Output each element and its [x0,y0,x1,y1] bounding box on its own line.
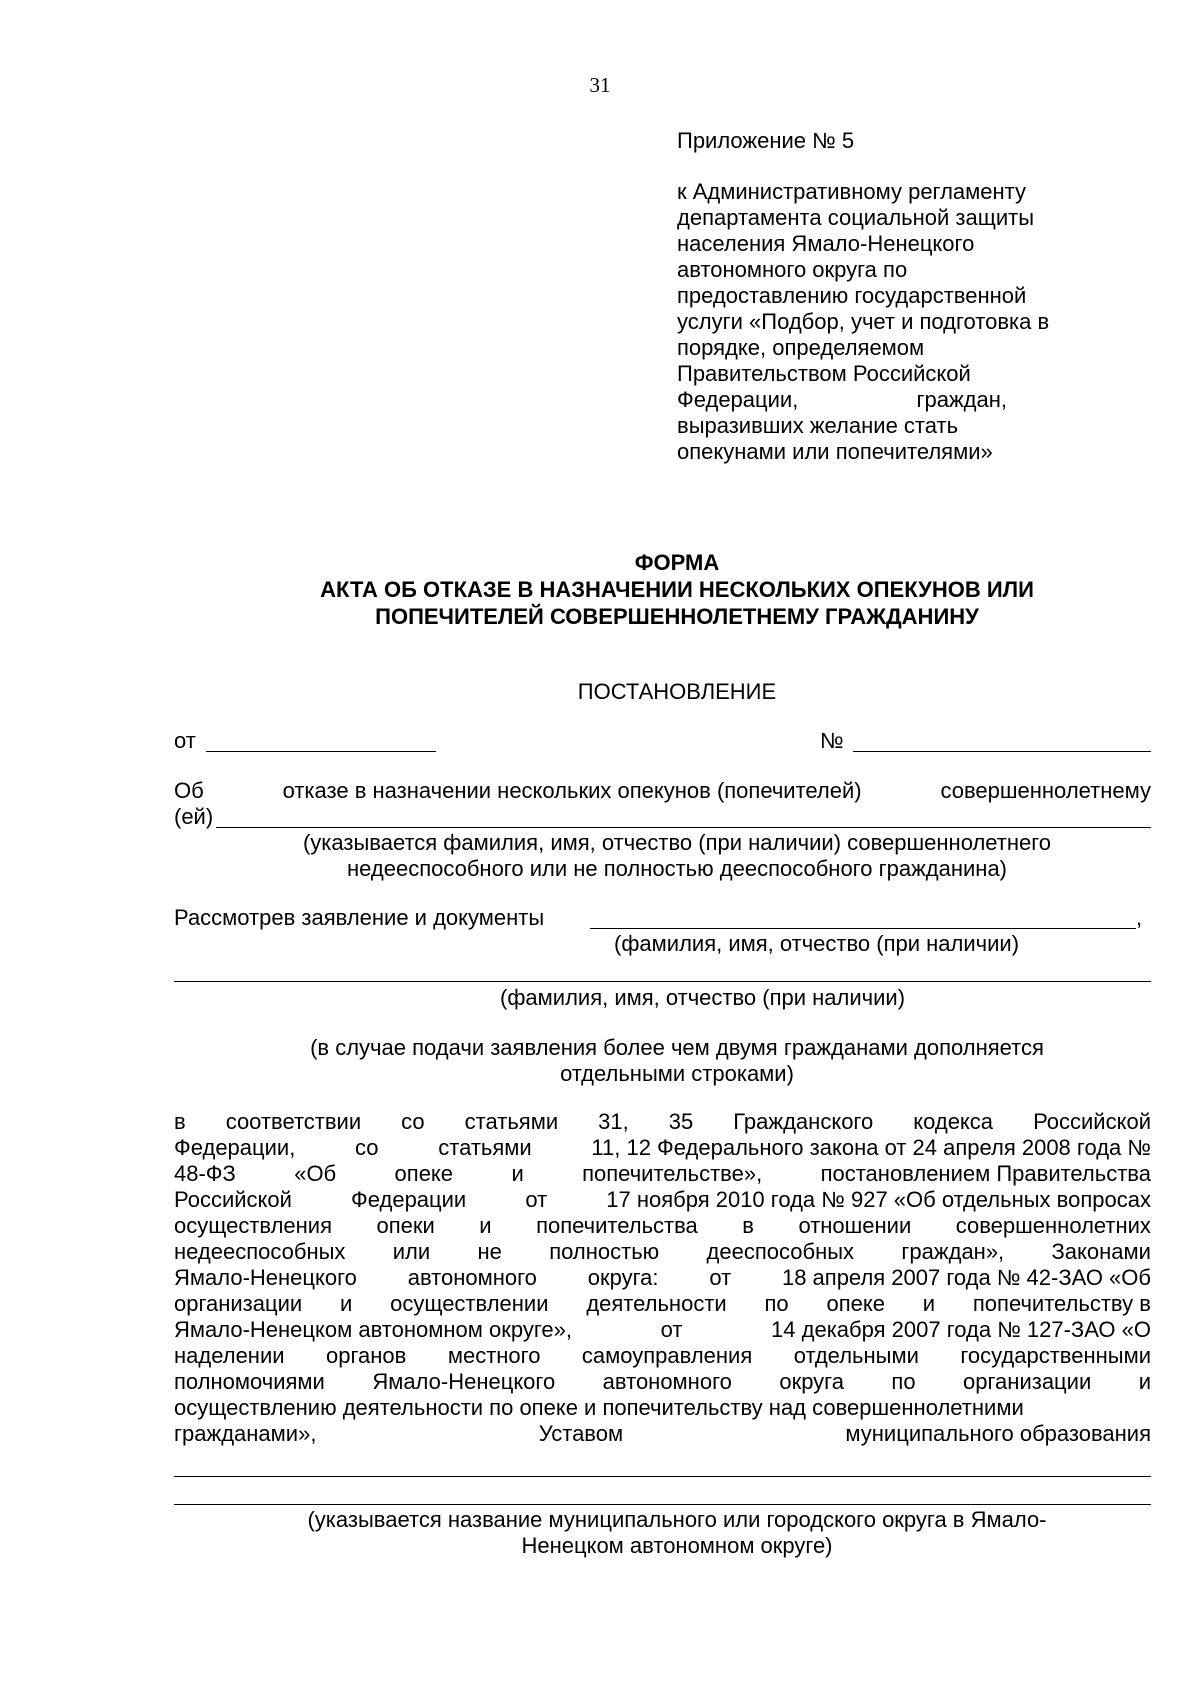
note-line: отдельными строками) [560,1061,794,1086]
paragraph-line [174,1395,1151,1421]
paragraph-word: отдельными [793,1343,919,1368]
paragraph-word: местного [447,1343,541,1368]
refusal-word: совершеннолетнему [940,778,1151,803]
annex-line: выразивших желание стать [677,413,959,438]
paragraph-word: Ямало-Ненецком автономном округе», [174,1317,572,1342]
annex-title: Приложение № 5 [677,128,855,153]
paragraph-word: со [401,1109,425,1134]
citizen-name-hint [174,830,1180,882]
paragraph-word: недееспособных [174,1239,346,1264]
form-heading-line: ФОРМА [634,550,720,575]
additional-applicants-note [174,1035,1180,1087]
paragraph-word: 18 апреля 2007 года № 42-ЗАО «Об [781,1265,1151,1290]
hint-line: Ненецком автономном округе) [521,1533,833,1558]
page-number: 31 [589,73,611,97]
paragraph-word: Ямало-Ненецкого [372,1369,556,1394]
annex-line: автономного округа по [677,257,908,282]
form-heading [174,549,1180,630]
paragraph-line [174,1187,1151,1213]
paragraph-line [174,1317,1151,1343]
paragraph-word: органов [326,1343,407,1368]
paragraph-word: Российской [1033,1109,1151,1134]
paragraph-word: организации [963,1369,1092,1394]
paragraph-word: автономного [407,1265,537,1290]
annex-line: к Административному регламенту [677,179,1027,204]
hint-line: (указывается фамилия, имя, отчество (при наличии) совершеннолетнего [302,830,1052,855]
annex-word: Федерации, [677,387,799,412]
paragraph-word: муниципального образования [845,1421,1151,1446]
paragraph-word: Уставом [538,1421,624,1446]
paragraph-word: отношении [798,1213,912,1238]
review-label: Рассмотрев заявление и документы [174,905,545,930]
form-heading-line: АКТА ОБ ОТКАЗЕ В НАЗНАЧЕНИИ НЕСКОЛЬКИХ ОПЕКУНОВ ИЛИ [320,577,1034,602]
paragraph-word: осуществлении [390,1291,549,1316]
annex-line: услуги «Подбор, учет и подготовка в [677,309,1050,334]
paragraph-word: в [174,1109,186,1134]
municipality-hint [174,1507,1180,1559]
paragraph-word: по [891,1369,916,1394]
paragraph-word: не [477,1239,502,1264]
paragraph-word: автономного [602,1369,732,1394]
paragraph-word: статьями [438,1135,532,1160]
paragraph-word: Федерации [351,1187,467,1212]
paragraph-word: осуществлению деятельности по опеке и попечительству над совершеннолетними [174,1395,1024,1420]
paragraph-word: и [1138,1369,1151,1394]
paragraph-line [174,1369,1151,1395]
date-label: от [174,728,196,753]
paragraph-word: 17 ноября 2010 года № 927 «Об отдельных вопросах [606,1187,1151,1212]
paragraph-word: кодекса [913,1109,994,1134]
paragraph-word: 31, [598,1109,629,1134]
paragraph-line [174,1161,1151,1187]
form-heading-line: ПОПЕЧИТЕЛЕЙ СОВЕРШЕННОЛЕТНЕМУ ГРАЖДАНИНУ [375,604,979,629]
legal-basis-paragraph [174,1109,1151,1447]
paragraph-word: попечительству в [972,1291,1151,1316]
note-line: (в случае подачи заявления более чем двумя гражданами дополняется [310,1035,1044,1060]
paragraph-word: Российской [174,1187,292,1212]
paragraph-word: округа [779,1369,844,1394]
annex-word: граждан, [916,387,1007,412]
paragraph-word: опеке [394,1161,454,1186]
paragraph-word: 48-ФЗ [174,1161,236,1186]
paragraph-word: опеке [826,1291,885,1316]
paragraph-word: попечительства [536,1213,698,1238]
paragraph-word: и [511,1161,524,1186]
applicant-1-hint: (фамилия, имя, отчество (при наличии) [614,931,1020,956]
paragraph-line [174,1265,1151,1291]
paragraph-word: 35 [668,1109,694,1134]
paragraph-word: соответствии [225,1109,362,1134]
paragraph-word: от [709,1265,732,1290]
annex-line: порядке, определяемом [677,335,925,360]
paragraph-line [174,1421,1151,1447]
paragraph-word: и [479,1213,492,1238]
date-blank-line [206,751,436,752]
paragraph-word: «Об [294,1161,337,1186]
annex-line: опекунами или попечителями» [677,439,993,464]
paragraph-word: деятельности [586,1291,727,1316]
decree-title: ПОСТАНОВЛЕНИЕ [577,679,777,704]
paragraph-word: от [660,1317,683,1342]
refusal-word: отказе в назначении нескольких опекунов (попечителей) [282,778,862,803]
paragraph-word: 14 декабря 2007 года № 127-ЗАО «О [771,1317,1151,1342]
paragraph-line [174,1109,1151,1135]
paragraph-word: постановлением Правительства [820,1161,1151,1186]
paragraph-word: по [764,1291,789,1316]
paragraph-word: Федерации, [174,1135,296,1160]
refusal-line [174,778,1151,804]
applicant-2-hint: (фамилия, имя, отчество (при наличии) [500,985,906,1010]
paragraph-word: дееспособных [706,1239,855,1264]
paragraph-line [174,1239,1151,1265]
review-comma: , [1136,905,1143,930]
municipality-blank-line [174,1476,1151,1477]
paragraph-word: и [922,1291,936,1316]
paragraph-word: осуществления [174,1213,333,1238]
paragraph-word: полномочиями [174,1369,325,1394]
paragraph-word: полностью [549,1239,660,1264]
number-label: № [820,728,844,753]
paragraph-word: Законами [1051,1239,1151,1264]
annex-line: Правительством Российской [677,361,971,386]
paragraph-word: Ямало-Ненецкого [174,1265,357,1290]
paragraph-word: от [525,1187,548,1212]
annex-line: предоставлению государственной [677,283,1027,308]
refusal-word: Об [174,778,204,803]
citizen-name-blank-line [216,827,1151,828]
paragraph-word: или [392,1239,431,1264]
paragraph-word: совершеннолетних [955,1213,1151,1238]
paragraph-word: опеки [376,1213,435,1238]
annex-line: населения Ямало-Ненецкого [677,231,975,256]
paragraph-line [174,1291,1151,1317]
paragraph-line [174,1135,1151,1161]
paragraph-word: самоуправления [581,1343,753,1368]
paragraph-word: Гражданского [733,1109,874,1134]
paragraph-word: граждан», [901,1239,1005,1264]
paragraph-word: в [742,1213,754,1238]
paragraph-word: статьями [464,1109,559,1134]
hint-line: недееспособного или не полностью дееспособного гражданина) [346,856,1008,881]
applicant-2-blank-line [174,981,1151,982]
paragraph-word: округа: [587,1265,659,1290]
applicant-1-blank-line [590,928,1136,929]
number-blank-line [853,751,1151,752]
paragraph-word: со [355,1135,379,1160]
hint-line: (указывается название муниципального или городского округа в Ямало- [307,1507,1047,1532]
paragraph-word: государственными [960,1343,1151,1368]
paragraph-line [174,1213,1151,1239]
paragraph-word: попечительстве», [582,1161,763,1186]
paragraph-word: гражданами», [174,1421,317,1446]
refusal-continuation: (ей) [174,804,214,829]
paragraph-line [174,1343,1151,1369]
paragraph-word: 11, 12 Федерального закона от 24 апреля 2008 года № [591,1135,1151,1160]
annex-line: департамента социальной защиты [677,205,1035,230]
annex-line [677,387,1007,413]
annex-text [677,179,1147,465]
municipality-blank-line-2 [174,1504,1151,1505]
paragraph-word: наделении [174,1343,285,1368]
paragraph-word: и [340,1291,353,1316]
paragraph-word: организации [174,1291,303,1316]
